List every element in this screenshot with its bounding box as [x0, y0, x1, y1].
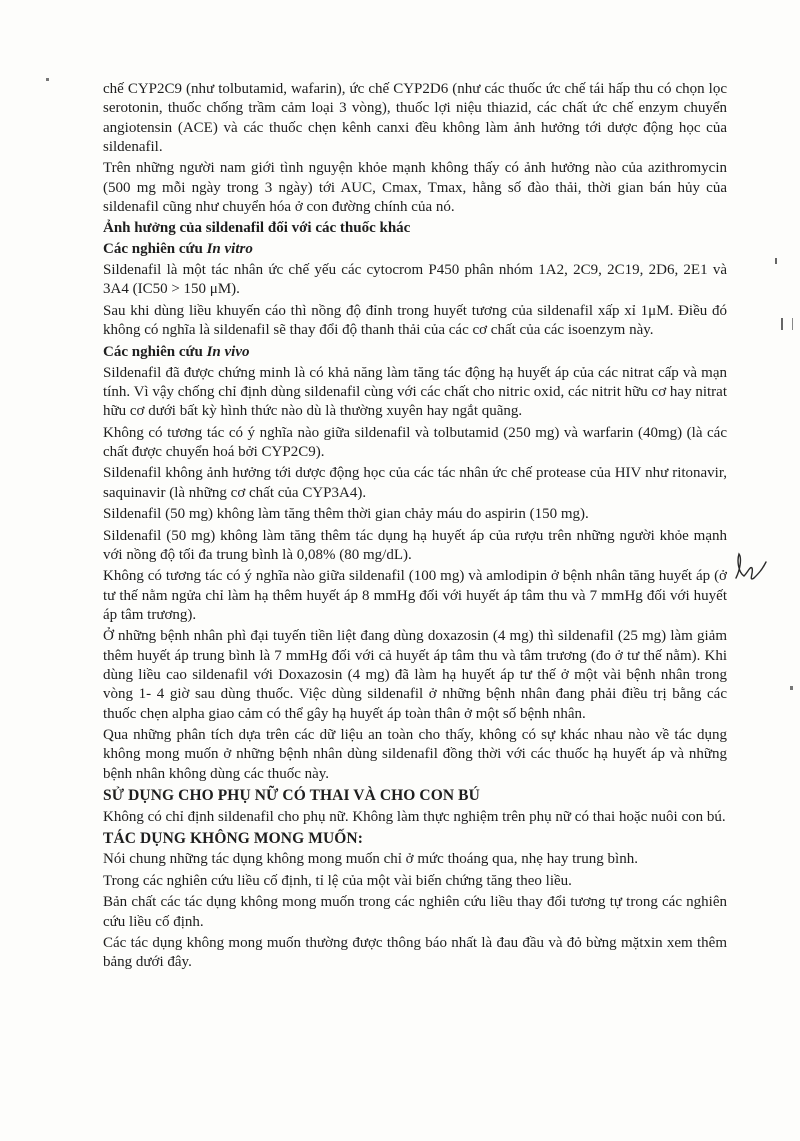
heading-in-vitro [103, 240, 727, 259]
paragraph-adverse-variable-dose: Bản chất các tác dụng không mong muốn trong các nghiên cứu liều thay đổi tương tự trong các nghiên cứu liều cố định. [103, 894, 727, 930]
heading-adverse-effects: TÁC DỤNG KHÔNG MONG MUỐN: [103, 830, 363, 848]
heading-in-vivo-prefix: Các nghiên cứu [103, 343, 207, 360]
heading-in-vivo-italic: In vivo [206, 343, 250, 360]
paragraph-safety-analysis: Qua những phân tích dựa trên các dữ liệu an toàn cho thấy, không có sự khác nhau nào về tác dụng không mong muốn ở những bệnh nhân dùng sildenafil đồng thời với các thuốc hạ huyết áp và những bệnh nhân không dùng các thuốc này. [103, 727, 727, 782]
heading-effects-on-other-drugs: Ảnh hưởng của sildenafil đối với các thuốc khác [103, 220, 411, 237]
paragraph-tolbutamid-warfarin: Không có tương tác có ý nghĩa nào giữa sildenafil và tolbutamid (250 mg) và warfarin (40mg) (là các chất được chuyển hoá bởi CYP2C9). [103, 424, 727, 460]
paragraph-adverse-general: Nói chung những tác dụng không mong muốn chỉ ở mức thoáng qua, nhẹ hay trung bình. [103, 851, 638, 868]
paragraph-aspirin: Sildenafil (50 mg) không làm tăng thêm thời gian chảy máu do aspirin (150 mg). [103, 506, 589, 523]
scan-speck [790, 686, 793, 690]
paragraph-protease-inhibitors: Sildenafil không ảnh hưởng tới dược động học của các tác nhân ức chế protease của HIV như ritonavir, saquinavir (là những cơ chất của CYP3A4). [103, 465, 727, 501]
paragraph-azithromycin: Trên những người nam giới tình nguyện khỏe mạnh không thấy có ảnh hưởng nào của azithromycin (500 mg mỗi ngày trong 3 ngày) tới AUC, Cmax, Tmax, hằng số đào thải, thời gian bán hủy của sildenafil cũng như chuyển hóa ở con đường chính của nó. [103, 160, 727, 215]
paragraph-doxazosin: Ở những bệnh nhân phì đại tuyến tiền liệt đang dùng doxazosin (4 mg) thì sildenafil (25 mg) làm giảm thêm huyết áp trung bình là 7 mmHg đối với cả huyết áp tâm thu và tâm trương (đo ở tư thế nằm). Khi dùng liều cao sildenafil với Doxazosin (4 mg) đã làm hạ huyết áp tư thế ở một vài bệnh nhân trong vòng 1- 4 giờ sau dùng thuốc. Việc dùng sildenafil ở những bệnh nhân đang phải điều trị bằng các thuốc chẹn alpha giao cảm có thể gây hạ huyết áp toàn thân ở một số bệnh nhân. [103, 628, 727, 722]
paragraph-adverse-fixed-dose: Trong các nghiên cứu liều cố định, tỉ lệ của một vài biến chứng tăng theo liều. [103, 872, 572, 889]
paragraph-nitrates: Sildenafil đã được chứng minh là có khả năng làm tăng tác động hạ huyết áp của các nitrat cấp và mạn tính. Vì vậy chống chỉ định dùng sildenafil cùng với các chất cho nitric oxid, các nitrit hữu cơ hay nitrat hữu cơ dưới bất kỳ hình thức nào dù là thường xuyên hay ngắt quãng. [103, 364, 727, 420]
scan-speck [775, 258, 777, 264]
handwritten-initial-signature [730, 548, 770, 588]
paragraph-adverse-common: Các tác dụng không mong muốn thường được thông báo nhất là đau đầu và đỏ bừng mặtxin xem thêm bảng dưới đây. [103, 935, 727, 971]
paragraph-alcohol: Sildenafil (50 mg) không làm tăng thêm tác dụng hạ huyết áp của rượu trên những người khỏe mạnh với nồng độ tối đa trung bình là 0,08% (80 mg/dL). [103, 527, 727, 563]
paragraph-amlodipin: Không có tương tác có ý nghĩa nào giữa sildenafil (100 mg) và amlodipin ở bệnh nhân tăng huyết áp (ở tư thế nằm ngửa chỉ làm hạ thêm huyết áp 8 mmHg đối với huyết áp tâm thu và 7 mmHg đối với huyết áp tâm trương). [103, 568, 727, 623]
scan-speck [781, 318, 793, 330]
paragraph-peak-concentration: Sau khi dùng liều khuyến cáo thì nồng độ đỉnh trong huyết tương của sildenafil xấp xỉ 1μM. Điều đó không có nghĩa là sildenafil sẽ thay đổi độ thanh thải của các cơ chất của các isoenzym này. [103, 302, 727, 339]
scan-speck [46, 78, 49, 81]
heading-in-vivo [103, 343, 727, 362]
paragraph-cytochrome-inhibition: Sildenafil là một tác nhân ức chế yếu các cytocrom P450 phân nhóm 1A2, 2C9, 2C19, 2D6, 2E1 và 3A4 (IC50 > 150 μM). [103, 262, 727, 298]
document-body [103, 80, 727, 975]
heading-in-vitro-italic: In vitro [206, 241, 253, 258]
paragraph-pregnancy: Không có chỉ định sildenafil cho phụ nữ. Không làm thực nghiệm trên phụ nữ có thai hoặc nuôi con bú. [103, 808, 726, 825]
heading-in-vitro-prefix: Các nghiên cứu [103, 241, 207, 258]
heading-pregnancy-lactation: SỬ DỤNG CHO PHỤ NỮ CÓ THAI VÀ CHO CON BÚ [103, 787, 480, 805]
paragraph-interactions-cyp: chế CYP2C9 (như tolbutamid, wafarin), ức chế CYP2D6 (như các thuốc ức chế tái hấp thu có chọn lọc serotonin, thuốc chống trầm cảm loại 3 vòng), thuốc lợi niệu thiazid, các chất ức chế enzym chuyển angiotensin (ACE) và các thuốc chẹn kênh canxi đều không làm ảnh hưởng tới dược động học của sildenafil. [103, 81, 727, 155]
